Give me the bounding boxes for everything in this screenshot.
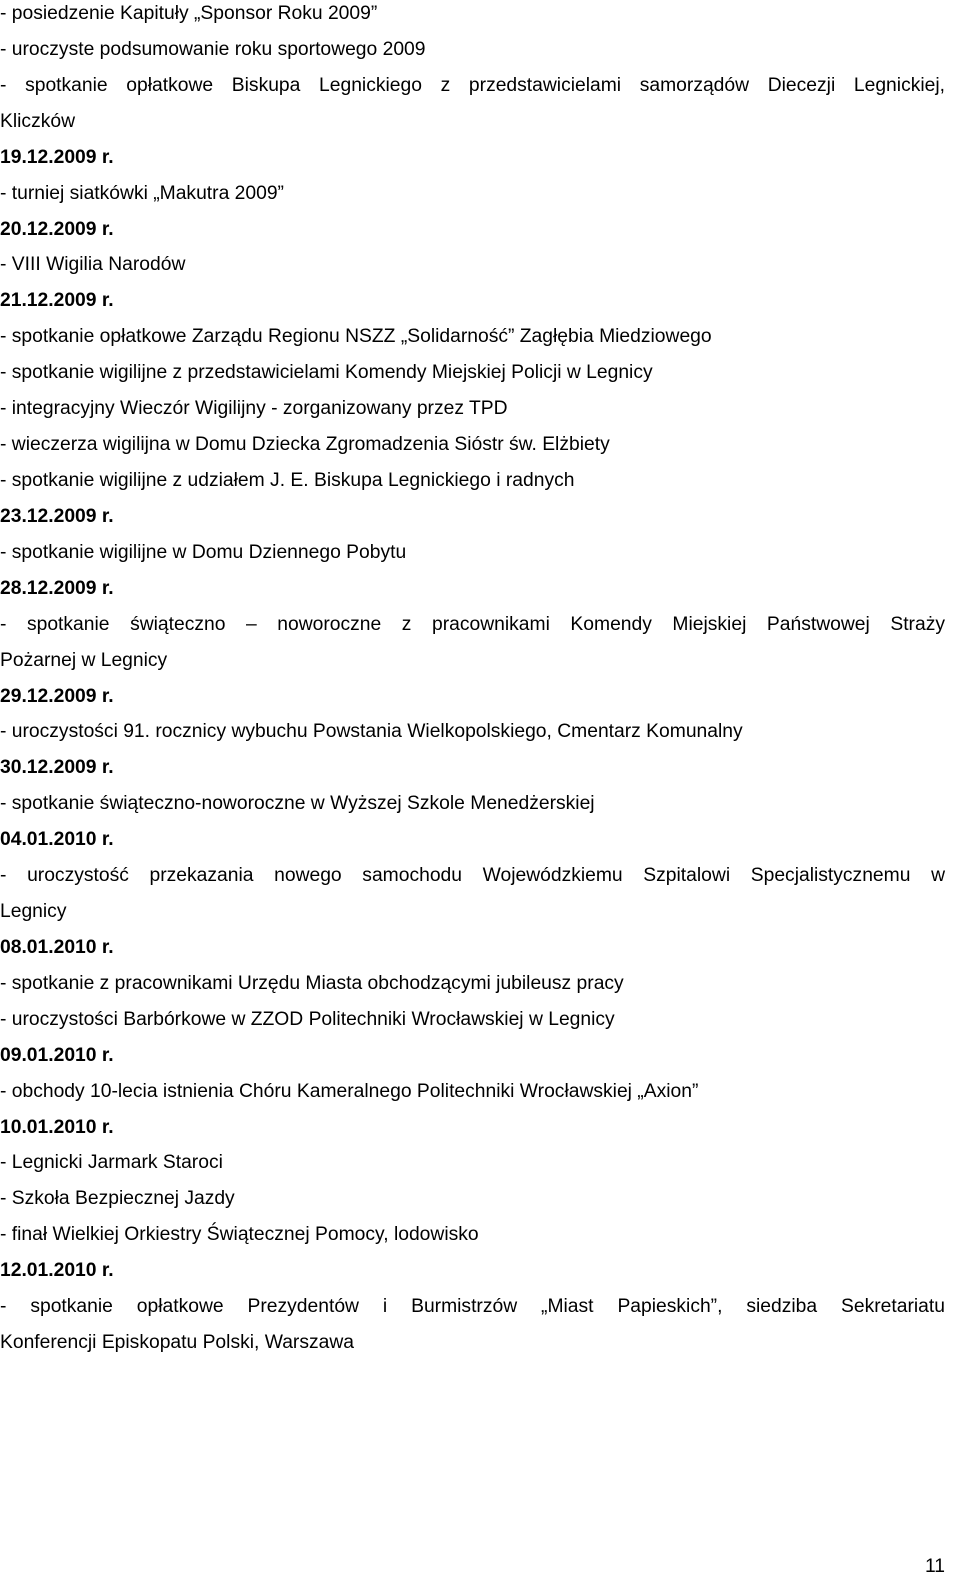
date-heading: 30.12.2009 r. — [0, 757, 114, 779]
event-item: - turniej siatkówki „Makutra 2009” — [0, 182, 284, 204]
date-heading: 21.12.2009 r. — [0, 290, 114, 312]
date-heading: 08.01.2010 r. — [0, 936, 114, 958]
event-item: - spotkanie z pracownikami Urzędu Miasta obchodzącymi jubileusz pracy — [0, 972, 624, 994]
event-item: - integracyjny Wieczór Wigilijny - zorganizowany przez TPD — [0, 398, 508, 420]
event-item: - spotkanie opłatkowe Prezydentów i Burmistrzów „Miast Papieskich”, siedziba Sekretariatu — [0, 1296, 945, 1318]
date-heading: 20.12.2009 r. — [0, 218, 114, 240]
date-heading: 28.12.2009 r. — [0, 577, 114, 599]
date-heading: 09.01.2010 r. — [0, 1044, 114, 1066]
event-item: - spotkanie opłatkowe Zarządu Regionu NSZZ „Solidarność” Zagłębia Miedziowego — [0, 326, 712, 348]
event-item: - spotkanie wigilijne z przedstawicielami Komendy Miejskiej Policji w Legnicy — [0, 362, 653, 384]
date-heading: 04.01.2010 r. — [0, 829, 114, 851]
event-item: - spotkanie opłatkowe Biskupa Legnickiego z przedstawicielami samorządów Diecezji Legnickiej, — [0, 74, 945, 96]
date-heading: 19.12.2009 r. — [0, 146, 114, 168]
date-heading: 29.12.2009 r. — [0, 685, 114, 707]
date-heading: 23.12.2009 r. — [0, 505, 114, 527]
date-heading: 12.01.2010 r. — [0, 1260, 114, 1282]
event-item: - VIII Wigilia Narodów — [0, 254, 186, 276]
event-item: - spotkanie wigilijne z udziałem J. E. Biskupa Legnickiego i radnych — [0, 470, 575, 491]
event-item: - uroczyste podsumowanie roku sportowego 2009 — [0, 38, 426, 60]
date-heading: 10.01.2010 r. — [0, 1116, 114, 1138]
event-item: - spotkanie świąteczno – noworoczne z pracownikami Komendy Miejskiej Państwowej Straży — [0, 613, 945, 635]
event-item: - spotkanie wigilijne w Domu Dziennego Pobytu — [0, 541, 407, 563]
event-item: - uroczystości Barbórkowe w ZZOD Politechniki Wrocławskiej w Legnicy — [0, 1008, 615, 1030]
event-item: Legnicy — [0, 901, 67, 922]
event-item: - uroczystości 91. rocznicy wybuchu Powstania Wielkopolskiego, Cmentarz Komunalny — [0, 721, 743, 743]
event-item: - spotkanie świąteczno-noworoczne w Wyższej Szkole Menedżerskiej — [0, 793, 595, 815]
page-number: 11 — [924, 1556, 945, 1577]
event-item: Pożarnej w Legnicy — [0, 649, 168, 671]
event-item: - posiedzenie Kapituły „Sponsor Roku 2009” — [0, 3, 378, 24]
event-item: - wieczerza wigilijna w Domu Dziecka Zgromadzenia Sióstr św. Elżbiety — [0, 434, 610, 455]
event-item: - obchody 10-lecia istnienia Chóru Kameralnego Politechniki Wrocławskiej „Axion” — [0, 1080, 699, 1102]
event-item: - Szkoła Bezpiecznej Jazdy — [0, 1188, 235, 1210]
event-item: Konferencji Episkopatu Polski, Warszawa — [0, 1332, 355, 1353]
event-item: Kliczków — [0, 110, 75, 132]
event-item: - Legnicki Jarmark Staroci — [0, 1152, 223, 1174]
event-item: - uroczystość przekazania nowego samochodu Wojewódzkiemu Szpitalowi Specjalistycznemu w — [0, 865, 945, 887]
event-item: - finał Wielkiej Orkiestry Świątecznej Pomocy, lodowisko — [0, 1224, 479, 1246]
